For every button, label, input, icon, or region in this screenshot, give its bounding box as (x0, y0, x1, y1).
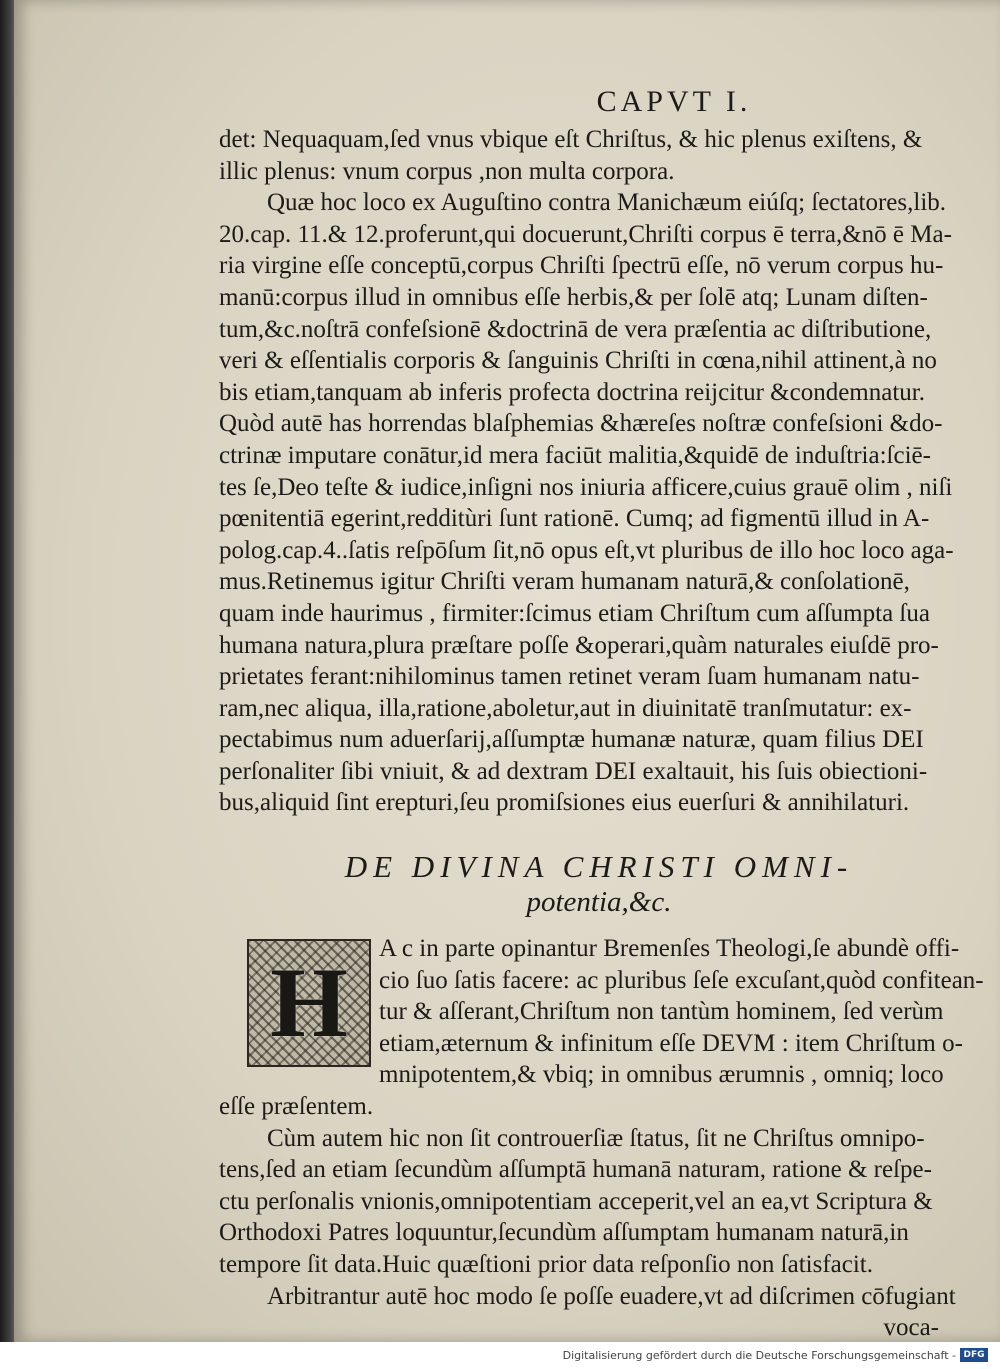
text-line: tes ſe,Deo teſte & iudice,inſigni nos iniuria afficere,cuius grauē olim , niſi (219, 473, 953, 501)
text-line: tempore ſit data.Huic quæſtioni prior data reſponſio non ſatisfacit. (219, 1251, 874, 1278)
text-line: bus,aliquid ſint erepturi,ſeu promiſsiones eius euerſuri & annihilaturi. (219, 789, 910, 817)
text-line: ctrinæ imputare conātur,id mera faciūt malitia,&quidē de induſtria:ſciē- (219, 441, 931, 469)
catchword: voca- (883, 1314, 939, 1342)
decorated-initial-letter: H (270, 947, 348, 1059)
text-line: pectabimus num aduerſarij,aſſumptæ humanæ naturæ, quam filius DEI (219, 726, 924, 754)
text-line: tur & aſſerant,Chriſtum non tantùm hominem, ſed verùm (379, 998, 944, 1026)
text-line: cio ſuo ſatis facere: ac pluribus ſeſe excuſant,quòd confitean- (379, 966, 984, 994)
text-line: etiam,æternum & infinitum eſſe DEVM : item Chriſtum o- (379, 1029, 963, 1057)
text-line: Quòd autē has horrendas blaſphemias &hæreſes noſtræ confeſsioni &do- (219, 410, 943, 438)
text-line: polog.cap.4..ſatis reſpōſum ſit,nō opus eſt,vt pluribus de illo hoc loco aga- (219, 536, 954, 564)
text-line: ram,nec aliqua, illa,ratione,aboletur,aut in diuinitatē tranſmutatur: ex- (219, 694, 912, 722)
text-line: Orthodoxi Patres loquuntur,ſecundùm aſſumptam humanam naturā,in (219, 1219, 909, 1247)
text-line: det: Nequaquam,ſed vnus vbique eſt Chriſtus, & hic plenus exiſtens, & (219, 126, 923, 153)
page-text-block (219, 82, 984, 1344)
running-head: CAPVT I. (596, 85, 752, 118)
paragraph-1 (219, 124, 979, 187)
book-page (14, 0, 1000, 1342)
footer-credit: Digitalisierung gefördert durch die Deutsche Forschungsgemeinschaft - (562, 1349, 956, 1362)
text-line: Quæ hoc loco ex Auguſtino contra Manichæum eiúſq; ſectatores,lib. (267, 189, 947, 217)
text-line: bis etiam,tanquam ab inferis profecta doctrina reijcitur &condemnatur. (219, 378, 925, 406)
text-line: Cùm autem hic non ſit controuerſiæ ſtatus, ſit ne Chriſtus omnipo- (267, 1124, 925, 1152)
section-title: DE DIVINA CHRISTI OMNI- (344, 849, 854, 885)
text-line: illic plenus: vnum corpus ,non multa corpora. (219, 157, 675, 185)
text-line: ria virgine eſſe conceptū,corpus Chriſti ſpectrū eſſe, nō verum corpus hu- (219, 252, 944, 280)
paragraph-4 (219, 1123, 979, 1281)
text-line: humana natura,plura præſtare poſſe &operari,quàm naturales eiuſdē pro- (219, 631, 939, 659)
text-line: ctu perſonalis vnionis,omnipotentiam acceperit,vel an ea,vt Scriptura & (219, 1187, 933, 1215)
text-line: tens,ſed an etiam ſecundùm aſſumptā humanā naturam, ratione & reſpe- (219, 1156, 932, 1184)
section-subtitle: potentia,&c. (526, 886, 672, 919)
text-line: tum,&c.noſtrā confeſsionē &doctrinā de vera præſentia ac diſtributione, (219, 315, 932, 343)
text-line: prietates ferant:nihilominus tamen retinet veram ſuam humanam natu- (219, 663, 920, 691)
text-line: veri & eſſentialis corporis & ſanguinis Chriſti in cœna,nihil attinent,à no (219, 347, 937, 375)
text-line: manū:corpus illud in omnibus eſſe herbis,& per ſolē atq; Lunam diſten- (219, 283, 928, 311)
paragraph-2 (219, 187, 979, 819)
dfg-logo: DFG (960, 1348, 988, 1362)
text-line: A c in parte opinantur Bremenſes Theologi,ſe abundè offi- (379, 935, 960, 963)
text-line: quam inde haurimus , firmiter:ſcimus etiam Chriſtum cum aſſumpta ſua (219, 599, 930, 627)
text-line: mus.Retinemus igitur Chriſti veram humanam naturā,& conſolationē, (219, 568, 910, 596)
paragraph-5 (219, 1281, 979, 1344)
text-line: Arbitrantur autē hoc modo ſe poſſe euadere,vt ad diſcrimen cōfugiant (267, 1282, 956, 1310)
text-line: perſonaliter ſibi vniuit, & ad dextram DEI exaltauit, his ſuis obiectioni- (219, 757, 928, 785)
paragraph-3 (219, 933, 984, 1123)
decorated-initial (247, 939, 371, 1067)
text-line: 20.cap. 11.& 12.proferunt,qui docuerunt,Chriſti corpus ē terra,&nō ē Ma- (219, 220, 952, 248)
text-line: eſſe præſentem. (219, 1093, 374, 1121)
text-line: pœnitentiā egerint,redditùri ſunt rationē. Cumq; ad figmentū illud in A- (219, 505, 930, 533)
text-line: mnipotentem,& vbiq; in omnibus ærumnis , omniq; loco (379, 1061, 944, 1089)
